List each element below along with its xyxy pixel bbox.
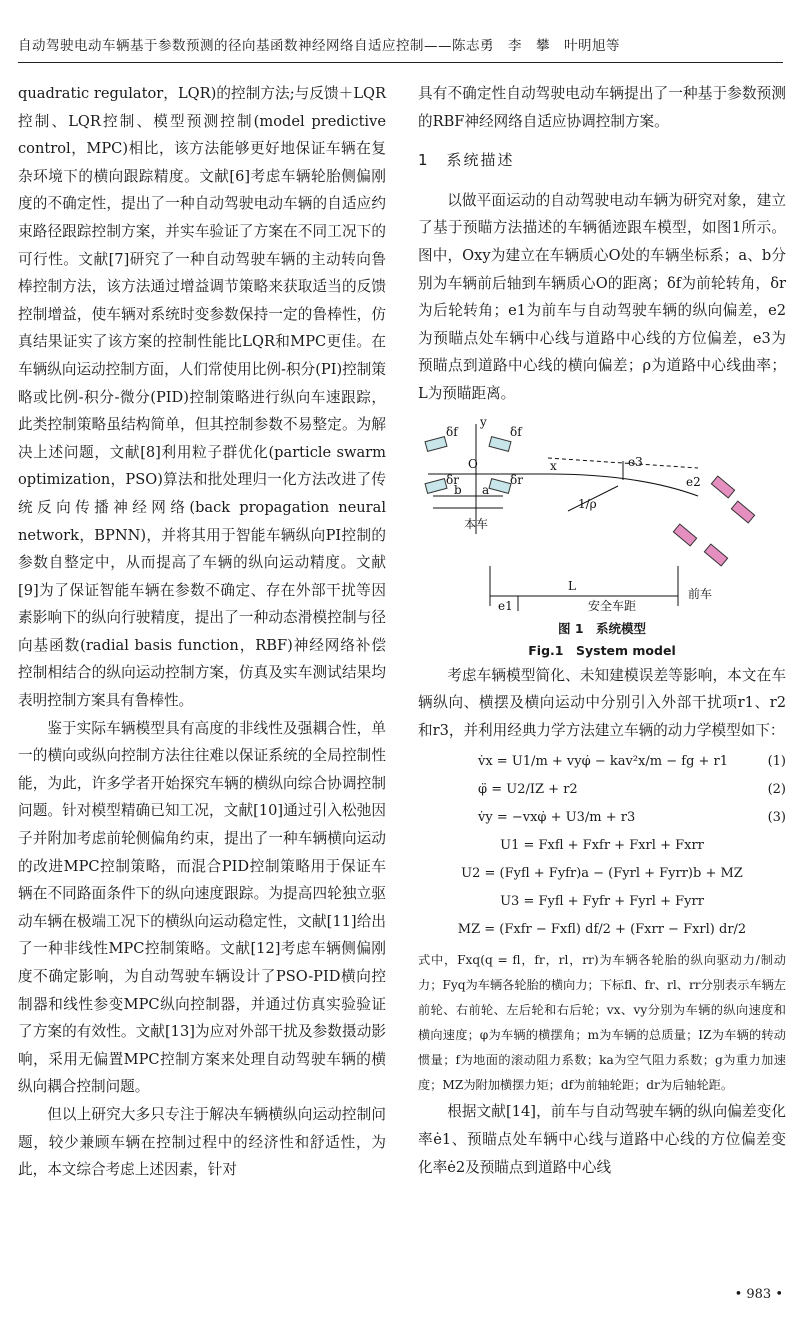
running-header: 自动驾驶电动车辆基于参数预测的径向基函数神经网络自适应控制——陈志勇 李 攀 叶明旭等 <box>18 38 620 54</box>
equation-block <box>418 748 786 944</box>
label-own-car: 本车 <box>464 516 489 531</box>
label-a: a <box>482 482 490 497</box>
label-df-2: δf <box>510 424 522 439</box>
label-b: b <box>454 482 462 497</box>
label-e1: e1 <box>498 598 513 613</box>
label-df-1: δf <box>446 424 458 439</box>
figure-1 <box>418 416 786 616</box>
header-rule <box>18 62 783 63</box>
equation-u2: U2 = (Fyfl + Fyfr)a − (Fyrl + Fyrr)b + MZ <box>461 866 743 882</box>
section-heading: 1 系统描述 <box>418 151 515 170</box>
equation-u3: U3 = Fyfl + Fyfr + Fyrl + Fyrr <box>500 894 704 910</box>
label-dr-2: δr <box>510 472 523 487</box>
figure-caption-cn: 图 1 系统模型 <box>557 620 647 636</box>
label-y: y <box>480 415 487 429</box>
closing-para: 根据文献[14]，前车与自动驾驶车辆的纵向偏差变化率ė1、预瞄点处车辆中心线与道路中心线的方位偏差变化率ė2及预瞄点到道路中心线 <box>418 1103 786 1176</box>
section-para: 以做平面运动的自动驾驶电动车辆为研究对象，建立了基于预瞄方法描述的车辆循迹跟车模型，如图1所示。图中，Oxy为建立在车辆质心O处的车辆坐标系；a、b分别为车辆前后轴到车辆质心O的距离；δf为前轮转角，δr为后轮转角；e1为前车与自动驾驶车辆的纵向偏差，e2为预瞄点处车辆中心线与道路中心线的方位偏差，e3为预瞄点到道路中心线的横向偏差；ρ为道路中心线曲率；L为预瞄距离。 <box>418 191 786 402</box>
figure-caption-en: Fig.1 System model <box>528 642 676 658</box>
label-dr-1: δr <box>446 472 459 487</box>
equation-u1: U1 = Fxfl + Fxfr + Fxrl + Fxrr <box>500 838 704 854</box>
right-column <box>418 80 786 1181</box>
left-column <box>18 80 386 1184</box>
system-model-diagram <box>418 416 786 616</box>
right-intro: 具有不确定性自动驾驶电动车辆提出了一种基于参数预测的RBF神经网络自适应协调控制方案。 <box>418 85 786 130</box>
equation-mz: MZ = (Fxfr − Fxfl) df/2 + (Fxrr − Fxrl) dr/2 <box>457 922 747 938</box>
label-x: x <box>550 458 557 473</box>
label-L: L <box>568 578 576 593</box>
equation-2: φ̈ = U2/IZ + r2 (2) <box>478 782 786 798</box>
variable-notes: 式中，Fxq(q = fl，fr，rl，rr)为车辆各轮胎的纵向驱动力/制动力；Fyq为车辆各轮胎的横向力；下标fl、fr、rl、rr分别表示车辆左前轮、右前轮、左后轮和右后轮；vx、vy分别为车辆的纵向速度和横向速度；φ为车辆的横摆角；m为车辆的总质量；IZ为车辆的转动惯量；f为地面的滚动阻力系数；ka为空气阻力系数；g为重力加速度；MZ为附加横摆力矩；df为前轴轮距；dr为后轴轮距。 <box>418 953 786 1093</box>
page-number: • 983 • <box>734 1287 783 1302</box>
label-e2: e2 <box>686 474 701 489</box>
left-para-2: 鉴于实际车辆模型具有高度的非线性及强耦合性，单一的横向或纵向控制方法往往难以保证系统的全局控制性能，为此，许多学者开始探究车辆的横纵向综合协调控制问题。针对模型精确已知工况，文献[10]通过引入松弛因子并附加考虑前轮侧偏角约束，提出了一种车辆横向运动的改进MPC控制策略，而混合PID控制策略用于保证车辆在不同路面条件下的纵向速度跟踪。为提高四轮独立驱动车辆在极端工况下的横纵向运动稳定性，文献[11]给出了一种非线性MPC控制策略。文献[12]考虑车辆侧偏刚度不确定影响，为自动驾驶车辆设计了PSO-PID横向控制器和线性参变MPC纵向控制器，并通过仿真实验验证了方案的有效性。文献[13]为应对外部干扰及参数摄动影响，采用无偏置MPC控制方案来处理自动驾驶车辆的横纵向耦合控制问题。 <box>18 719 386 1096</box>
left-para-1: quadratic regulator，LQR)的控制方法;与反馈＋LQR控制、LQR控制、模型预测控制(model predictive control，MPC)相比，该方法能够更好地保证车辆在复杂环境下的横向跟踪精度。文献[6]考虑车辆轮胎侧偏刚度的不确定性，提出了一种自动驾驶电动车辆的自适应约束路径跟踪控制方案，并实车验证了方案在不同工况下的可行性。文献[7]研究了一种自动驾驶车辆的主动转向鲁棒控制方法，该方法通过增益调节策略来获取适当的反馈控制增益，使车辆对系统时变参数保持一定的鲁棒性，仿真结果证实了该方案的控制性能比LQR和MPC更佳。在车辆纵向运动控制方面，人们常使用比例-积分(PI)控制策略或比例-积分-微分(PID)控制策略进行纵向车速跟踪，此类控制策略虽结构简单，但其控制参数不易整定。为解决上述问题，文献[8]利用粒子群优化(particle swarm optimization，PSO)算法和批处理归一化方法改进了传统反向传播神经网络(back propagation neural network，BPNN)，并将其用于智能车辆纵向PI控制的参数自整定中，从而提高了车辆的纵向运动精度。文献[9]为了保证智能车辆在参数不确定、存在外部干扰等因素影响下的纵向行驶精度，提出了一种动态滑模控制与径向基函数(radial basis function，RBF)神经网络补偿控制相结合的纵向运动控制方案，仿真及实车测试结果均表明控制方案具有鲁棒性。 <box>18 85 386 710</box>
model-para: 考虑车辆模型简化、未知建模误差等影响，本文在车辆纵向、横摆及横向运动中分别引入外部干扰项r1、r2和r3，并利用经典力学方法建立车辆的动力学模型如下： <box>418 666 786 739</box>
label-e3: e3 <box>628 454 643 469</box>
equation-3: v̇y = −vxφ̇ + U3/m + r3 (3) <box>478 810 786 826</box>
label-safe-distance: 安全车距 <box>588 598 637 613</box>
label-front-car: 前车 <box>688 586 713 601</box>
left-para-3: 但以上研究大多只专注于解决车辆横纵向运动控制问题，较少兼顾车辆在控制过程中的经济性和舒适性，为此，本文综合考虑上述因素，针对 <box>18 1105 386 1179</box>
label-rho: 1/ρ <box>578 496 597 511</box>
equation-1: v̇x = U1/m + vyφ̇ − kav²x/m − fg + r1 (1) <box>478 754 786 770</box>
label-O: O <box>468 456 478 471</box>
